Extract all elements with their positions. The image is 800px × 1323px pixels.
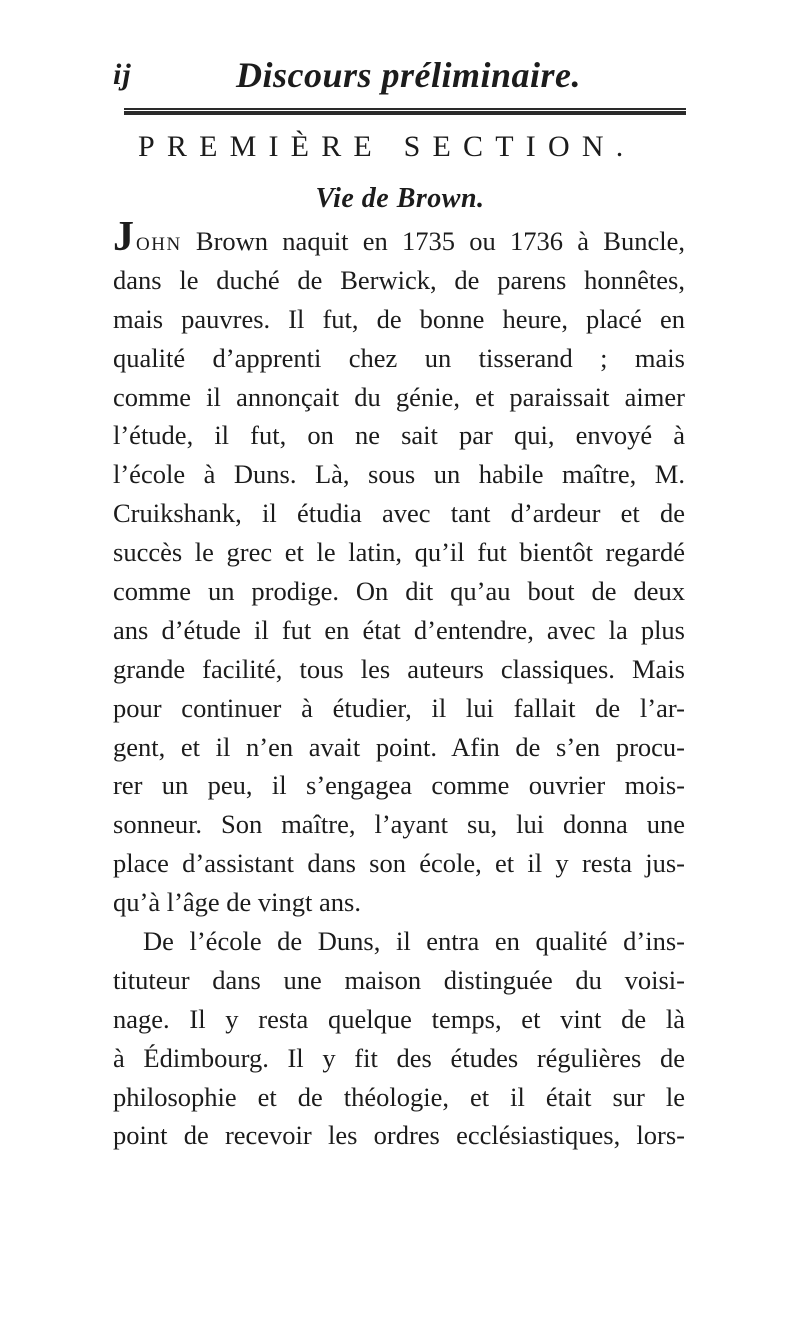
text-line: tituteur dans une maison distinguée du voisi- <box>113 964 685 995</box>
text-line: Cruikshank, il étudia avec tant d’ardeur et de <box>113 498 685 529</box>
text-line: à Édimbourg. Il y fit des études régulières de <box>113 1042 685 1073</box>
text-line: grande facilité, tous les auteurs classiques. Mais <box>113 653 685 684</box>
text-line: JOHN Brown naquit en 1735 ou 1736 à Buncle, <box>113 214 685 260</box>
section-subtitle: Vie de Brown. <box>315 183 485 214</box>
running-title: Discours préliminaire. <box>236 55 582 95</box>
text-line: mais pauvres. Il fut, de bonne heure, placé en <box>113 303 685 334</box>
text-line: succès le grec et le latin, qu’il fut bientôt regardé <box>113 537 685 568</box>
first-word-smallcaps: OHN <box>136 234 182 255</box>
page-number: ij <box>113 58 132 91</box>
section-title: PREMIÈRE SECTION. <box>138 130 636 163</box>
text-line: philosophie et de théologie, et il était sur le <box>113 1081 685 1112</box>
text-line: l’étude, il fut, on ne sait par qui, envoyé à <box>113 420 685 451</box>
text-line: place d’assistant dans son école, et il y resta jus- <box>113 848 685 879</box>
paragraph-1 <box>113 214 685 922</box>
text-line: ans d’étude il fut en état d’entendre, avec la plus <box>113 614 685 645</box>
header-rule-thick <box>124 111 686 115</box>
body-text <box>113 214 685 1155</box>
text-line: gent, et il n’en avait point. Afin de s’en procu- <box>113 731 685 762</box>
text-line: point de recevoir les ordres ecclésiastiques, lors- <box>113 1120 685 1151</box>
text-line: dans le duché de Berwick, de parens honnêtes, <box>113 264 685 295</box>
text-line: l’école à Duns. Là, sous un habile maître, M. <box>113 459 685 490</box>
text-line: sonneur. Son maître, l’ayant su, lui donna une <box>113 809 685 840</box>
paragraph-2 <box>113 922 685 1155</box>
text-line: pour continuer à étudier, il lui fallait de l’ar- <box>113 692 685 723</box>
text-line: qualité d’apprenti chez un tisserand ; mais <box>113 342 685 373</box>
header-rule <box>124 108 686 116</box>
drop-cap: J <box>113 214 134 260</box>
text-line: De l’école de Duns, il entra en qualité d’ins- <box>143 926 685 957</box>
header-rule-thin <box>124 108 686 110</box>
text-line: comme il annonçait du génie, et paraissait aimer <box>113 381 685 412</box>
text-line: comme un prodige. On dit qu’au bout de deux <box>113 576 685 607</box>
text-line: nage. Il y resta quelque temps, et vint de là <box>113 1003 685 1034</box>
text-line: qu’à l’âge de vingt ans. <box>113 887 361 918</box>
text-line: rer un peu, il s’engagea comme ouvrier mois- <box>113 770 685 801</box>
